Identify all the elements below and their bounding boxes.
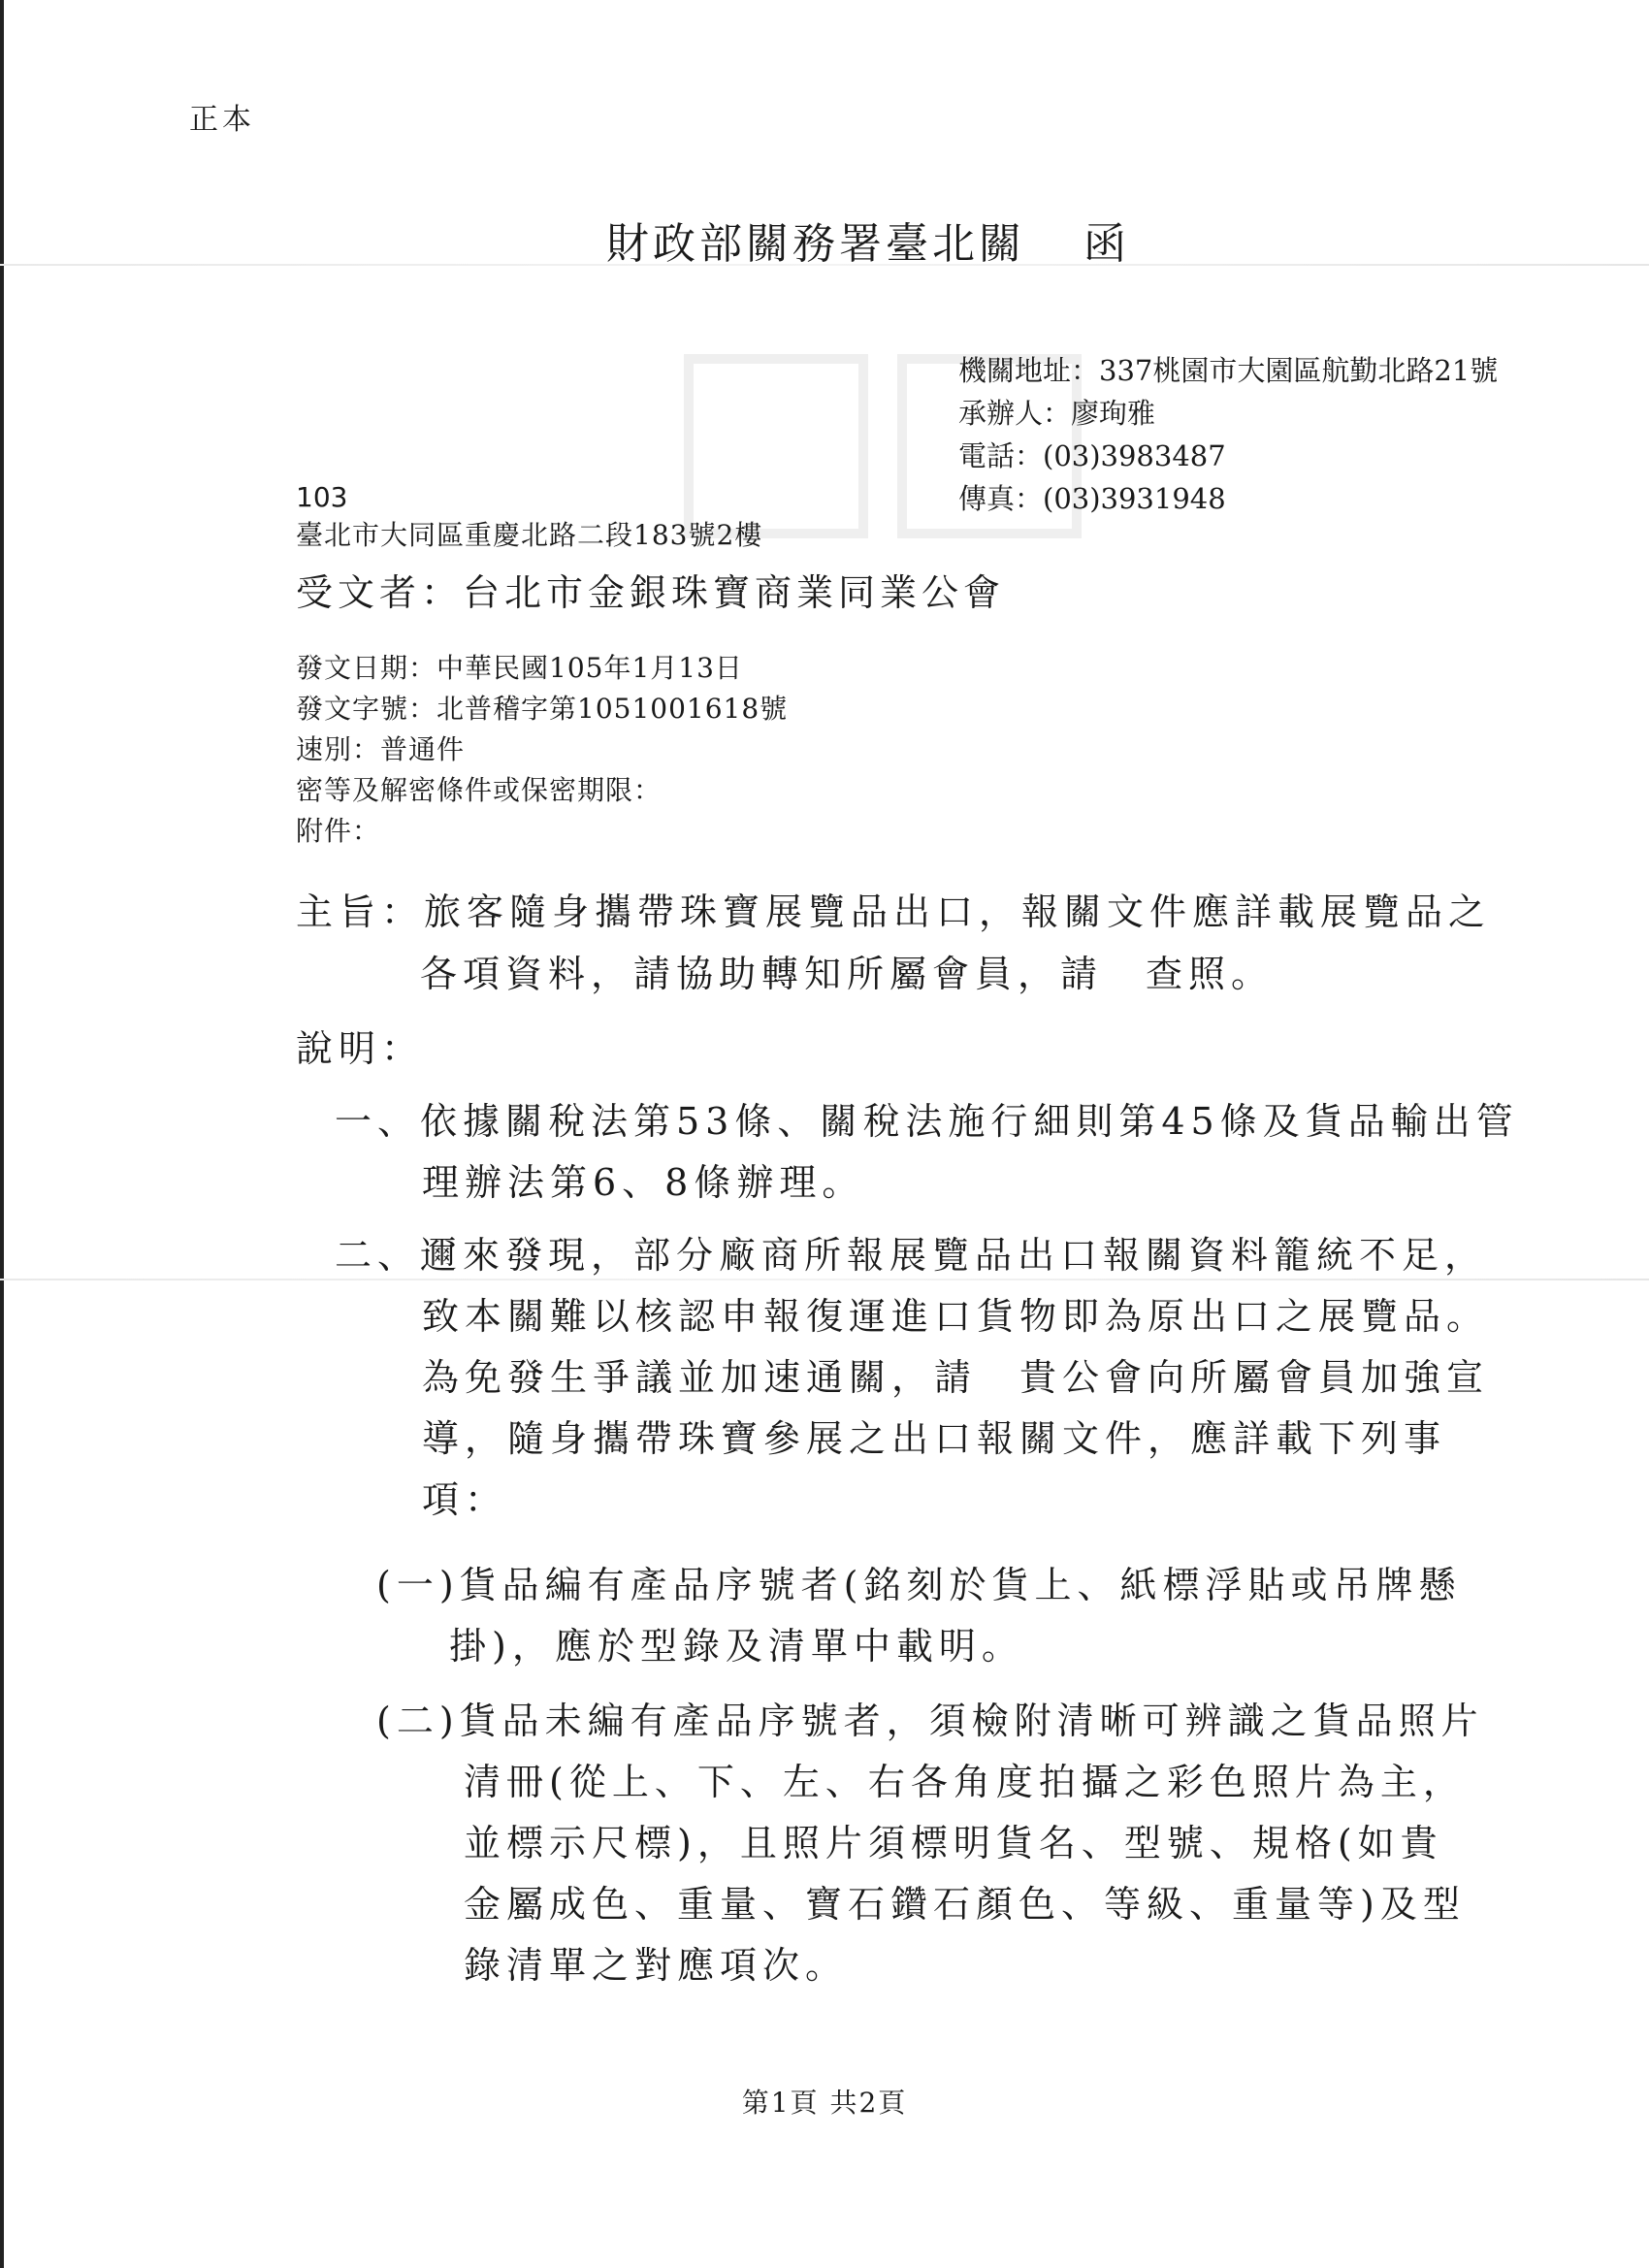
item-line: 導，隨身攜帶珠寶參展之出口報關文件，應詳載下列事	[422, 1417, 1447, 1460]
page-number: 第1頁 共2頁	[741, 2087, 908, 2119]
item-line: 為免發生爭議並加速通關，請 貴公會向所屬會員加強宣	[422, 1356, 1490, 1399]
explanation-heading: 說明：	[296, 1027, 425, 1070]
page-left-edge	[0, 0, 4, 2268]
document-number: 發文字號：北普稽字第1051001618號	[296, 693, 789, 725]
delivery-speed: 速別：普通件	[296, 733, 466, 765]
explanation-subitem-1	[376, 1555, 1461, 1677]
subitem-line: 金屬成色、重量、寶石鑽石顏色、等級、重量等)及型	[464, 1883, 1466, 1926]
handler-name: 承辦人：廖珣雅	[958, 397, 1156, 430]
item-line: 一、依據關稅法第53條、關稅法施行細則第45條及貨品輸出管	[335, 1100, 1519, 1143]
subject-line: 主旨：旅客隨身攜帶珠寶展覽品出口，報關文件應詳載展覽品之	[296, 891, 1492, 933]
attachments: 附件：	[296, 815, 381, 847]
subitem-line: 掛)，應於型錄及清單中載明。	[449, 1625, 1024, 1668]
subitem-line: 清冊(從上、下、左、右各角度拍攝之彩色照片為主，	[464, 1761, 1466, 1803]
subitem-line: (二)貨品未編有產品序號者，須檢附清晰可辨識之貨品照片	[376, 1700, 1484, 1742]
letter-heading	[606, 209, 1130, 271]
recipient-address: 臺北市大同區重慶北路二段183號2樓	[296, 519, 763, 551]
explanation-item-1	[335, 1091, 1519, 1214]
explanation-subitem-2	[376, 1691, 1484, 1996]
document-metadata	[296, 648, 788, 852]
contact-block	[958, 349, 1498, 520]
phone-number: 電話：(03)3983487	[958, 439, 1226, 472]
item-line: 項：	[422, 1478, 508, 1521]
item-line: 二、邇來發現，部分廠商所報展覽品出口報關資料籠統不足，	[335, 1234, 1488, 1277]
issue-date: 發文日期：中華民國105年1月13日	[296, 652, 743, 684]
copy-mark: 正本	[189, 103, 255, 137]
agency-name: 財政部關務署臺北關	[606, 219, 1025, 269]
agency-address: 機關地址：337桃園市大園區航勤北路21號	[958, 354, 1499, 387]
explanation-item-2	[335, 1225, 1489, 1531]
subject-line: 各項資料，請協助轉知所屬會員，請 查照。	[420, 953, 1275, 995]
fax-number: 傳真：(03)3931948	[958, 482, 1226, 515]
recipient-line: 受文者：台北市金銀珠寶商業同業公會	[296, 571, 1006, 614]
document-kind: 函	[1083, 219, 1130, 269]
secrecy-level: 密等及解密條件或保密期限：	[296, 774, 663, 806]
item-line: 致本關難以核認申報復運進口貨物即為原出口之展覽品。	[422, 1295, 1490, 1338]
item-line: 理辦法第6、8條辦理。	[422, 1161, 865, 1204]
subject-paragraph	[296, 881, 1491, 1005]
recipient-zip: 103	[296, 481, 348, 513]
subitem-line: 並標示尺標)，且照片須標明貨名、型號、規格(如貴	[464, 1822, 1443, 1864]
subitem-line: 錄清單之對應項次。	[464, 1944, 849, 1987]
subitem-line: (一)貨品編有產品序號者(銘刻於貨上、紙標浮貼或吊牌懸	[376, 1564, 1462, 1606]
